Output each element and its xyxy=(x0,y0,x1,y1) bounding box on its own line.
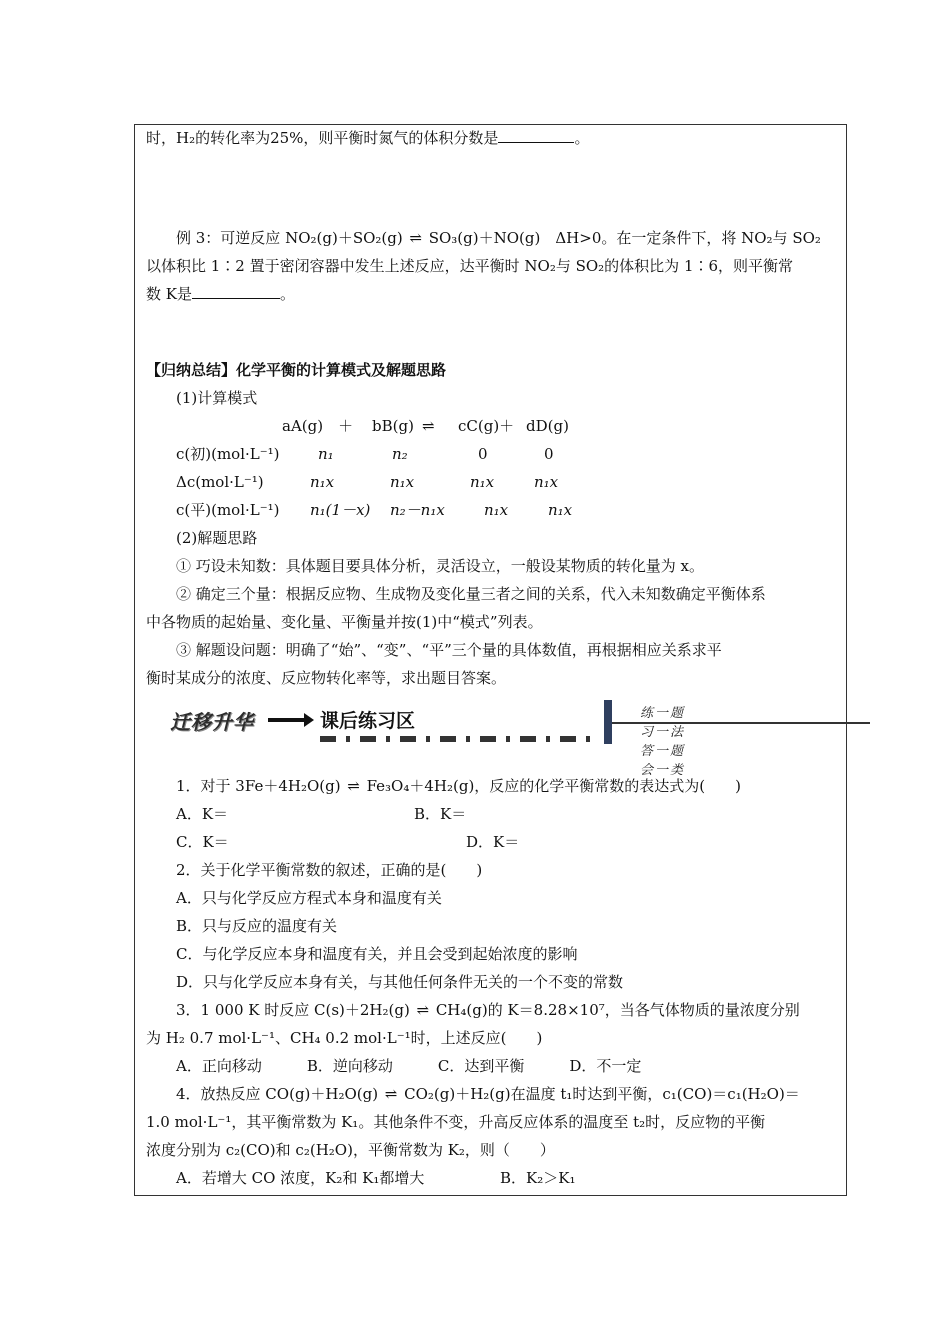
q3-stem: 3．1 000 K 时反应 C(s)＋2H₂(g) ⇌ CH₄(g)的 K＝8.28×10⁷，当各气体物质的量浓度分别 xyxy=(176,1001,800,1019)
q4-option-b: B．K₂＞K₁ xyxy=(500,1169,576,1187)
q1-option-c: C．K＝ xyxy=(176,833,229,851)
q4-stem-cont1: 1.0 mol·L⁻¹，其平衡常数为 K₁。其他条件不变，升高反应体系的温度至 t₂时，反应物的平衡 xyxy=(146,1113,766,1131)
q4-stem-cont2: 浓度分别为 c₂(CO)和 c₂(H₂O)，平衡常数为 K₂，则（ ） xyxy=(146,1141,555,1159)
equilibrium-arrow-icon: ⇌ xyxy=(422,417,435,435)
eq-term-d: dD(g) xyxy=(526,417,569,435)
eq-term-b: bB(g) xyxy=(372,417,414,435)
table-row: Δc(mol·L⁻¹) n₁x n₁x n₁x n₁x xyxy=(176,473,559,491)
idea-2b: 中各物质的起始量、变化量、平衡量并按(1)中“模式”列表。 xyxy=(146,613,543,631)
q3-options: A．正向移动 B．逆向移动 C．达到平衡 D．不一定 xyxy=(176,1057,642,1075)
banner-title: 课后练习区 xyxy=(320,710,416,732)
q1-option-d: D．K＝ xyxy=(466,833,520,851)
q1-stem: 1．对于 3Fe＋4H₂O(g) ⇌ Fe₃O₄＋4H₂(g)，反应的化学平衡常数的表达式为( ) xyxy=(176,777,742,795)
equilibrium-arrow-icon: ⇌ xyxy=(384,1085,398,1103)
q2-option-a: A．只与化学反应方程式本身和温度有关 xyxy=(176,889,442,907)
equilibrium-arrow-icon: ⇌ xyxy=(409,229,422,247)
example3-line3: 数 K是 。 xyxy=(146,285,295,303)
banner-dashes xyxy=(320,736,600,742)
equilibrium-arrow-icon: ⇌ xyxy=(347,777,360,795)
practice-banner xyxy=(170,700,701,778)
mode-equation xyxy=(0,416,950,436)
q1-option-b: B．K＝ xyxy=(414,805,467,823)
idea-3b: 衡时某成分的浓度、反应物转化率等，求出题目答案。 xyxy=(146,669,507,687)
example3-line2: 以体积比 1∶2 置于密闭容器中发生上述反应，达平衡时 NO₂与 SO₂的体积比为 1∶6，则平衡常 xyxy=(146,257,794,275)
q4-option-a: A．若增大 CO 浓度，K₂和 K₁都增大 xyxy=(176,1169,425,1187)
q4-stem: 4．放热反应 CO(g)＋H₂O(g) ⇌ CO₂(g)＋H₂(g)在温度 t₁时达到平衡，c₁(CO)＝c₁(H₂O)＝ xyxy=(176,1085,800,1103)
banner-motto: 练一题 习一法 答一题 会一类 xyxy=(640,706,701,778)
equilibrium-arrow-icon: ⇌ xyxy=(416,1001,430,1019)
right-arrow-icon xyxy=(268,718,306,722)
q2-option-b: B．只与反应的温度有关 xyxy=(176,917,338,935)
eq-term-c: cC(g)＋ xyxy=(458,417,515,435)
idea-title: (2)解题思路 xyxy=(176,529,258,547)
idea-1: ① 巧设未知数：具体题目要具体分析，灵活设立，一般设某物质的转化量为 x。 xyxy=(176,557,704,575)
banner-divider xyxy=(604,700,612,744)
q2-option-c: C．与化学反应本身和温度有关，并且会受到起始浓度的影响 xyxy=(176,945,578,963)
example3-line1: 例 3：可逆反应 NO₂(g)＋SO₂(g) ⇌ SO₃(g)＋NO(g) ΔH>0。在一定条件下，将 NO₂与 SO₂ xyxy=(176,229,821,247)
summary-heading: 【归纳总结】化学平衡的计算模式及解题思路 xyxy=(146,361,447,379)
table-row: c(初)(mol·L⁻¹) n₁ n₂ 0 0 xyxy=(176,445,554,463)
q2-option-d: D．只与化学反应本身有关，与其他任何条件无关的一个不变的常数 xyxy=(176,973,624,991)
q2-stem: 2．关于化学平衡常数的叙述，正确的是( ) xyxy=(176,861,483,879)
banner-left-label: 迁移升华 xyxy=(170,710,254,734)
eq-term-a: aA(g) ＋ xyxy=(282,417,354,435)
idea-2a: ② 确定三个量：根据反应物、生成物及变化量三者之间的关系，代入未知数确定平衡体系 xyxy=(176,585,766,603)
q3-stem-cont: 为 H₂ 0.7 mol·L⁻¹、CH₄ 0.2 mol·L⁻¹时，上述反应( ) xyxy=(146,1029,543,1047)
table-row: c(平)(mol·L⁻¹) n₁(1－x) n₂－n₁x n₁x n₁x xyxy=(176,501,573,519)
intro-line: 时，H₂的转化率为25%，则平衡时氮气的体积分数是 。 xyxy=(146,129,590,147)
mode-title: (1)计算模式 xyxy=(176,389,258,407)
idea-3a: ③ 解题设问题：明确了“始”、“变”、“平”三个量的具体数值，再根据相应关系求平 xyxy=(176,641,722,659)
q1-option-a: A．K＝ xyxy=(176,805,229,823)
